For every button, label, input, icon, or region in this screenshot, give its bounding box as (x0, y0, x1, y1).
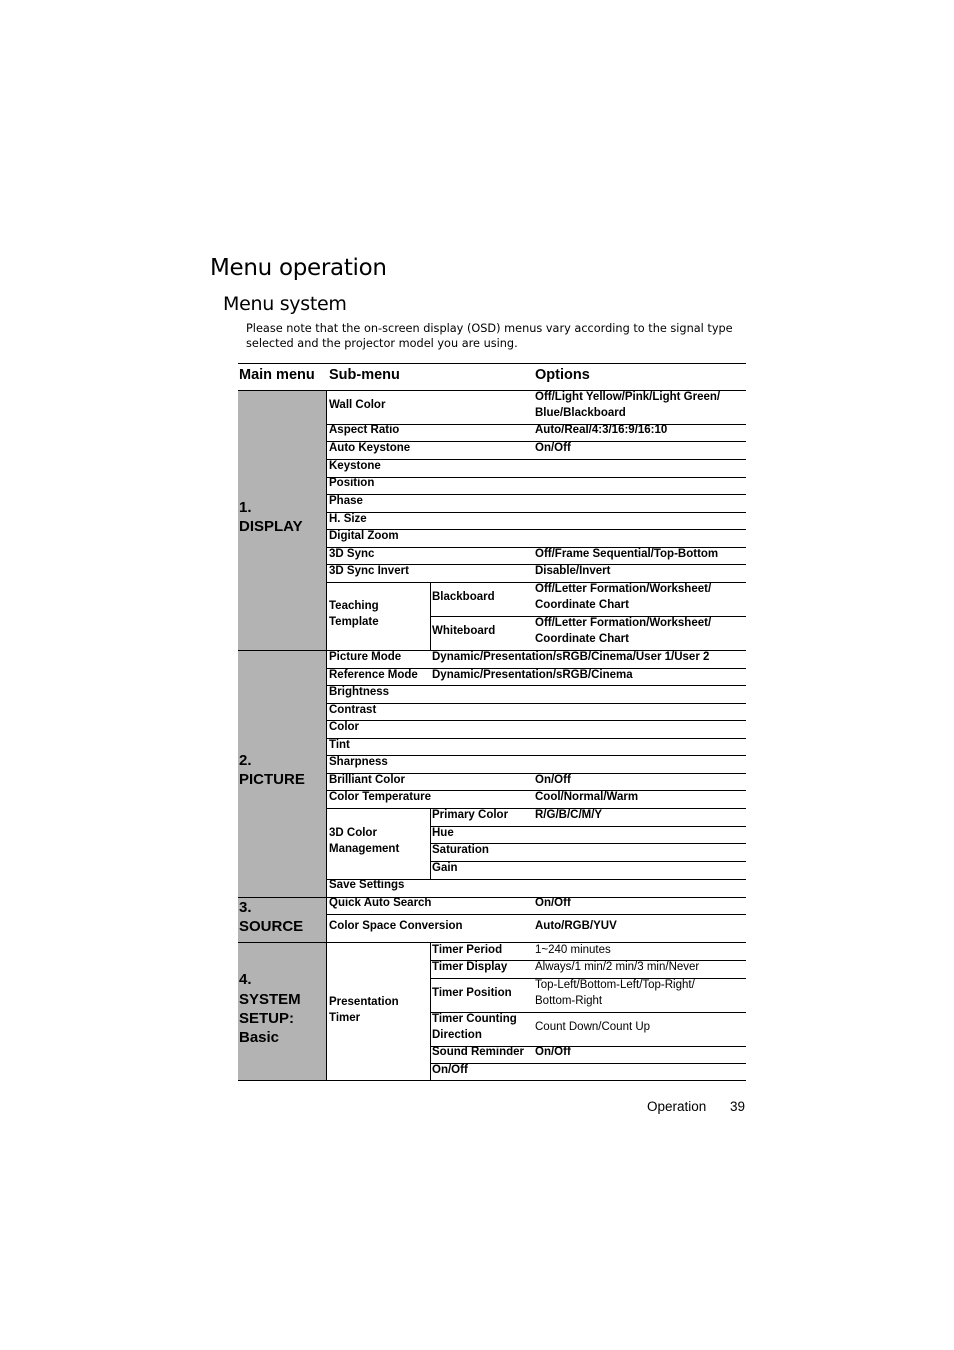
main-menu-picture-number: 2. (239, 752, 252, 769)
option-aspect-ratio: Auto/Real/4:3/16:9/16:10 (535, 424, 668, 436)
submenu-digital-zoom: Digital Zoom (329, 530, 399, 542)
submenu-timer-counting-direction: Direction (432, 1029, 482, 1041)
option-auto-keystone: On/Off (535, 442, 571, 454)
main-menu-system-label: Basic (239, 1029, 280, 1046)
option-blackboard: Coordinate Chart (535, 599, 629, 611)
submenu-primary-color: Primary Color (432, 809, 509, 821)
submenu-h-size: H. Size (329, 513, 367, 525)
table-rule (238, 897, 746, 898)
option-timer-display: Always/1 min/2 min/3 min/Never (535, 961, 700, 973)
submenu-gain: Gain (432, 862, 458, 874)
option-quick-auto-search: On/Off (535, 897, 571, 909)
option-timer-position: Bottom-Right (535, 995, 603, 1007)
submenu-save-settings: Save Settings (329, 879, 405, 891)
submenu-whiteboard: Whiteboard (432, 625, 496, 637)
main-menu-picture-label: PICTURE (239, 771, 305, 788)
row-rule (430, 861, 746, 862)
submenu-blackboard: Blackboard (432, 591, 495, 603)
menu-table (238, 363, 746, 1082)
submenu-sharpness: Sharpness (329, 756, 388, 768)
option-timer-period: 1~240 minutes (535, 944, 611, 956)
submenu-timer-period: Timer Period (432, 944, 503, 956)
option-wall-color: Off/Light Yellow/Pink/Light Green/ (535, 391, 721, 403)
header-main-menu: Main menu (239, 367, 315, 383)
option-sound-reminder: On/Off (535, 1046, 571, 1058)
option-blackboard: Off/Letter Formation/Worksheet/ (535, 583, 712, 595)
row-rule (326, 494, 746, 495)
row-rule (326, 477, 746, 478)
column-rule (430, 583, 431, 651)
option-whiteboard: Coordinate Chart (535, 633, 629, 645)
submenu-timer-display: Timer Display (432, 961, 508, 973)
page-title: Menu operation (210, 255, 387, 281)
row-rule (326, 738, 746, 739)
table-rule (238, 1080, 746, 1081)
submenu-brightness: Brightness (329, 686, 390, 698)
section-title: Menu system (223, 293, 347, 315)
submenu-3d-color-management: 3D Color (329, 827, 377, 839)
column-rule (430, 809, 431, 879)
submenu-3d-color-management: Management (329, 843, 400, 855)
submenu-auto-keystone: Auto Keystone (329, 442, 411, 454)
submenu-color-temperature: Color Temperature (329, 791, 432, 803)
submenu-hue: Hue (432, 827, 454, 839)
main-menu-system-label: SYSTEM (239, 991, 301, 1008)
option-color-temperature: Cool/Normal/Warm (535, 791, 639, 803)
submenu-saturation: Saturation (432, 844, 489, 856)
option-3d-sync-invert: Disable/Invert (535, 565, 611, 577)
header-options: Options (535, 367, 590, 383)
header-sub-menu: Sub-menu (329, 367, 400, 383)
column-rule (326, 391, 327, 1080)
option-primary-color: R/G/B/C/M/Y (535, 809, 603, 821)
submenu-phase: Phase (329, 495, 363, 507)
submenu-picture-mode: Picture Mode (329, 651, 402, 663)
submenu-teaching-template: Template (329, 616, 379, 628)
submenu-aspect-ratio: Aspect Ratio (329, 424, 400, 436)
row-rule (326, 703, 746, 704)
option-wall-color: Blue/Blackboard (535, 407, 626, 419)
submenu-timer-on-off: On/Off (432, 1064, 468, 1076)
option-reference-mode: Dynamic/Presentation/sRGB/Cinema (432, 669, 633, 681)
submenu-contrast: Contrast (329, 704, 377, 716)
option-picture-mode: Dynamic/Presentation/sRGB/Cinema/User 1/User 2 (432, 651, 710, 663)
main-menu-system-label: SETUP: (239, 1010, 295, 1027)
submenu-sound-reminder: Sound Reminder (432, 1046, 525, 1058)
submenu-presentation-timer: Timer (329, 1012, 361, 1024)
submenu-3d-sync-invert: 3D Sync Invert (329, 565, 409, 577)
submenu-brilliant-color: Brilliant Color (329, 774, 406, 786)
row-rule (326, 755, 746, 756)
footer-section: Operation (647, 1099, 707, 1114)
row-rule (430, 826, 746, 827)
option-whiteboard: Off/Letter Formation/Worksheet/ (535, 617, 712, 629)
main-menu-display-label: DISPLAY (239, 518, 303, 535)
main-menu-source-number: 3. (239, 899, 252, 916)
footer-page-number: 39 (730, 1099, 746, 1114)
submenu-position: Position (329, 477, 375, 489)
option-brilliant-color: On/Off (535, 774, 571, 786)
submenu-timer-position: Timer Position (432, 987, 512, 999)
table-rule (238, 363, 746, 364)
submenu-reference-mode: Reference Mode (329, 669, 418, 681)
row-rule (326, 459, 746, 460)
column-rule (430, 943, 431, 1080)
main-menu-source-label: SOURCE (239, 918, 304, 935)
row-rule (430, 1063, 746, 1064)
submenu-quick-auto-search: Quick Auto Search (329, 897, 432, 909)
option-timer-counting-direction: Count Down/Count Up (535, 1021, 651, 1033)
option-timer-position: Top-Left/Bottom-Left/Top-Right/ (535, 979, 695, 991)
row-rule (326, 512, 746, 513)
row-rule (326, 720, 746, 721)
submenu-tint: Tint (329, 739, 350, 751)
submenu-keystone: Keystone (329, 460, 381, 472)
option-3d-sync: Off/Frame Sequential/Top-Bottom (535, 548, 719, 560)
main-menu-display-number: 1. (239, 499, 252, 516)
intro-paragraph: Please note that the on-screen display (OSD) menus vary according to the signal type selected and the projector model you are using. (246, 322, 733, 350)
main-menu-system-number: 4. (239, 971, 252, 988)
submenu-timer-counting-direction: Timer Counting (432, 1013, 517, 1025)
submenu-3d-sync: 3D Sync (329, 548, 375, 560)
submenu-presentation-timer: Presentation (329, 996, 399, 1008)
submenu-teaching-template: Teaching (329, 600, 379, 612)
submenu-color: Color (329, 721, 360, 733)
submenu-color-space-conversion: Color Space Conversion (329, 920, 463, 932)
row-rule (326, 914, 746, 915)
submenu-wall-color: Wall Color (329, 399, 386, 411)
option-color-space-conversion: Auto/RGB/YUV (535, 920, 617, 932)
